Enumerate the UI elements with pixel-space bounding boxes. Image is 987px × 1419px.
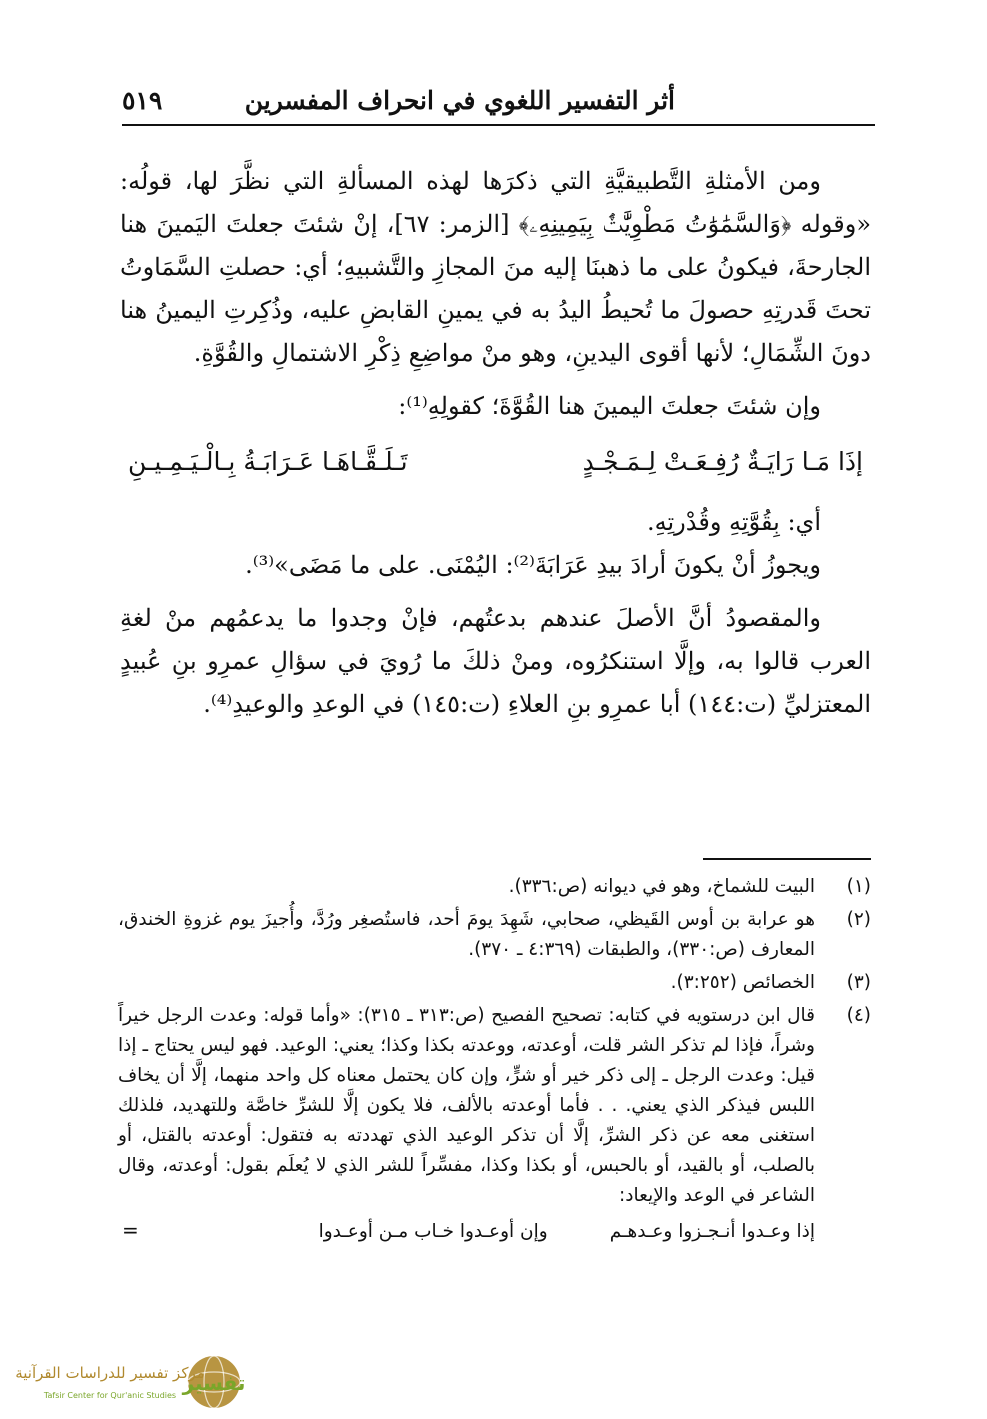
footnote-number: (٢)	[846, 909, 871, 930]
footnote-verse-first: إذا وعـدوا أنـجـزوا وعـدهـم	[609, 1221, 815, 1242]
logo-english-text: Tafsir Center for Qur'anic Studies	[43, 1391, 177, 1400]
footnote-3	[118, 968, 871, 998]
footnote-text	[118, 1001, 815, 1247]
tafsir-center-logo	[10, 1352, 246, 1412]
footnotes	[118, 872, 871, 1250]
logo-main-text: تفسير	[182, 1371, 246, 1395]
page-number: ٥١٩	[122, 86, 163, 115]
paragraph-4: ويجوزُ أنْ يكونَ أرادَ بيدِ عَرَابَةَ⁽²⁾: اليُمْنَى. على ما مَضَى»⁽³⁾.	[245, 551, 821, 579]
footnote-text: هو عرابة بن أوس القَيظي، صحابي، شَهِدَ يومَ أحد، فاستُصغِر ورُدَّ، وأُجيزَ يوم غزوةِ الخندق، المعارف (ص:٣٣٠)، والطبقات (٤:٣٦٩ ـ ٣٧٠).	[118, 909, 815, 960]
paragraph-2: وإن شئتَ جعلتَ اليمينَ هنا القُوَّةَ؛ كقولِهِ⁽¹⁾:	[398, 392, 821, 420]
footnote-number: (١)	[846, 876, 871, 897]
paragraph-3: أي: بِقُوَّتِهِ وقُدْرتِهِ.	[647, 508, 821, 536]
main-text	[120, 160, 871, 726]
running-title: أثر التفسير اللغوي في انحراف المفسرين	[244, 86, 675, 115]
verse-first-hemistich: إذَا مَـا رَايَـةٌ رُفِـعَـتْ لِـمَـجْـدٍ	[582, 447, 863, 476]
footnote-1	[118, 872, 871, 902]
verse-second-hemistich: تَـلَـقَّـاهَـا عَـرَابَـةُ بِـالْـيَـمِـيـنِ	[128, 447, 408, 476]
footnote-4-body: قال ابن درستويه في كتابه: تصحيح الفصيح (ص:٣١٣ ـ ٣١٥): «وأما قوله: وعدت الرجل خيراً وشراً، فإذا لم تذكر الشر قلت، أوعدته، ووعدته بكذا وكذا؛ يعني: الوعيد. فهو ليس يحتاج ـ إذا قيل: وعدت الرجل ـ إلى ذكر خير أو شرٍّ، وإن كان يحتمل معناه كل واحد منهما، إلَّا أن يخاف اللبس فيذكر الذي يعني. . . فأما أوعدته بالألف، فلا يكون إلَّا للشرِّ خاصَّة وللتهديد، فلذلك استغنى معه عن ذكر الشرِّ، إلَّا أن تذكر الوعيد الذي تهددته به فتقول: أوعدته بالقتل، أو بالصلب، أو بالقيد، أو بالحبس، أو بكذا وكذا، مفسِّراً للشر الذي لا يُعلَم بقول: أوعدته، وقال الشاعر في الوعد والإيعاد:	[118, 1005, 815, 1206]
continuation-mark: =	[122, 1218, 139, 1242]
footnote-verse-second: وإن أوعـدوا خـاب مـن أوعـدوا	[318, 1221, 548, 1242]
footnote-separator	[703, 858, 871, 860]
footnote-2	[118, 905, 871, 965]
logo-center-text: مركز تفسير للدراسات القرآنية	[15, 1364, 205, 1382]
paragraph-5: والمقصودُ أنَّ الأصلَ عندهم بدعتُهم، فإنْ وجدوا ما يدعمُهم منْ لغةِ العرب قالوا به، وإلَّا استنكرُوه، ومنْ ذلكَ ما رُويَ في سؤالِ عمرِو بنِ عُبيدٍ المعتزليِّ (ت:١٤٤) أبا عمرِو بنِ العلاءِ (ت:١٤٥) في الوعدِ والوعيدِ⁽⁴⁾.	[120, 604, 871, 718]
poetry-verse	[128, 440, 863, 483]
footnote-verse	[118, 1215, 815, 1247]
footnote-text: البيت للشماخ، وهو في ديوانه (ص:٣٣٦).	[508, 876, 815, 897]
footnote-number: (٤)	[846, 1005, 871, 1026]
footnote-text: الخصائص (٣:٢٥٢).	[670, 972, 815, 993]
page-header	[122, 84, 875, 126]
footnote-number: (٣)	[846, 972, 871, 993]
paragraph-1: ومن الأمثلةِ التَّطبيقيَّةِ التي ذكرَها لهذه المسألةِ التي نظَّرَ لها، قولُه: «وقوله ﴿وَالسَّمَٰوَٰتُ مَطْوِيَّٰتٌۢ بِيَمِينِهِۦ﴾ [الزمر: ٦٧]، إنْ شئتَ جعلتَ اليَمينَ هنا الجارحةَ، فيكونُ على ما ذهبنَا إليه منَ المجازِ والتَّشبيهِ؛ أي: حصلتِ السَّمَاوتُ تحتَ قَدرتِهِ حصولَ ما تُحيطُ اليدُ به في يمينِ القابضِ عليه، وذُكِرتِ اليمينُ هنا دونَ الشِّمَالِ؛ لأنها أقوى اليدينِ، وهو منْ مواضِعِ ذِكْرِ الاشتمالِ والقُوَّةِ.	[120, 167, 871, 367]
footnote-4	[118, 1001, 871, 1247]
